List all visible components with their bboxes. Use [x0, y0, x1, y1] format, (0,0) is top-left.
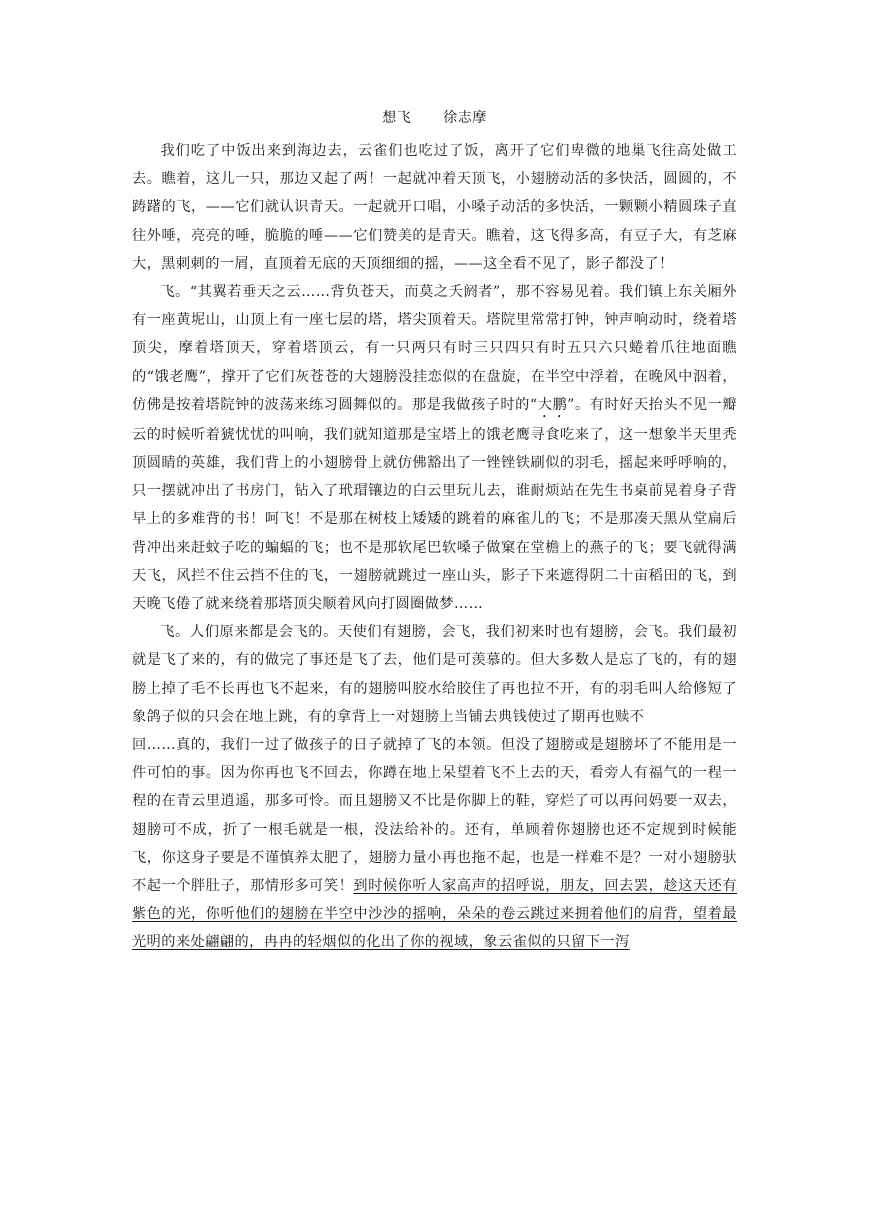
- document-title: [132, 108, 737, 128]
- underlined-passage: 到时候你听人家高声的招呼说，朋友，回去罢，趁这天还有紫色的光，你听他们的翅膀在半空中沙沙的摇响，朵朵的卷云跳过来拥着他们的肩背，望着最光明的来处翩翩的，冉冉的轻烟似的化出了你的视域，象云雀似的只留下一泻: [132, 878, 737, 951]
- paragraph-3-text-second: 回……真的，我们一过了做孩子的日子就掉了飞的本领。但没了翅膀或是翅膀坏了不能用是一件可怕的事。因为你再也飞不回去，你蹲在地上呆望着飞不上去的天，看旁人有福气的一程一程的在青云里逍遥，那多可怜。而且翅膀又不比是你脚上的鞋，穿烂了可以再问妈要一双去，翅膀可不成，折了一根毛就是一根，没法给补的。还有，单顾着你翅膀也还不定规到时候能飞，你这身子要是不谨慎养太肥了，翅膀力量小再也拖不起，也是一样难不是？一对小翅膀驮不起一个胖肚子，那情形多可笑！: [132, 737, 737, 895]
- paragraph-2-text-before: 飞。“其翼若垂天之云……背负苍天，而莫之夭阏者”，那不容易见着。我们镇上东关厢外有一座黄坭山，山顶上有一座七层的塔，塔尖顶着天。塔院里常常打钟，钟声响动时，绕着塔顶尖，摩着塔顶天，穿着塔顶云，有一只两只有时三只四只有时五只六只蜷着爪往地面瞧的“饿老鹰”，撑开了它们灰苍苍的大翅膀没挂恋似的在盘旋，在半空中浮着，在晚风中泅着，仿佛是按着塔院钟的波荡来练习圆舞似的。那是我做孩子时的: [132, 284, 737, 413]
- paragraph-3-text-first: 飞。人们原来都是会飞的。天使们有翅膀，会飞，我们初来时也有翅膀，会飞。我们最初就是飞了来的，有的做完了事还是飞了去，他们是可羡慕的。但大多数人是忘了飞的，有的翅膀上掉了毛不长再也飞不起来，有的翅膀叫胶水给胶住了再也拉不开，有的羽毛叫人给修短了象鸽子似的只会在地上跳，有的拿背上一对翅膀上当铺去典钱使过了期再也赎不: [132, 624, 737, 725]
- paragraph-3: [132, 618, 737, 731]
- emphasis-dapeng: “大鹏”: [529, 396, 575, 413]
- paragraph-3-continued: [132, 731, 737, 957]
- paragraph-1: [132, 137, 737, 278]
- paragraph-2-text-after: 。有时好天抬头不见一瓣云的时候听着猇忧忧的叫响，我们就知道那是宝塔上的饿老鹰寻食吃来了，这一想象半天里秃顶圆睛的英雄，我们背上的小翅膀骨上就仿佛豁出了一锉锉铁刷似的羽毛，摇起来呼呼响的，只一摆就冲出了书房门，钻入了玳瑁镶边的白云里玩儿去，谁耐烦站在先生书桌前晃着身子背早上的多难背的书！呵飞！不是那在树枝上矮矮的跳着的麻雀儿的飞；不是那凑天黑从堂扁后背冲出来赶蚊子吃的蝙蝠的飞；也不是那软尾巴软嗓子做窠在堂檐上的燕子的飞；要飞就得满天飞，风拦不住云挡不住的飞，一翅膀就跳过一座山头，影子下来遮得阴二十亩稻田的飞，到天晚飞倦了就来绕着那塔顶尖顺着风向打圆圈做梦……: [132, 396, 737, 613]
- author-name: 徐志摩: [443, 110, 487, 126]
- paragraph-1-text: 我们吃了中饭出来到海边去，云雀们也吃过了饭，离开了它们卑微的地巢飞往高处做工去。瞧着，这儿一只，那边又起了两！一起就冲着天顶飞，小翅膀动活的多快活，圆圆的，不踌躇的飞，——它们就认识青天。一起就开口唱，小嗓子动活的多快活，一颗颗小精圆珠子直往外唾，亮亮的唾，脆脆的唾——它们赞美的是青天。瞧着，这飞得多高，有豆子大，有芝麻大，黑刺刺的一屑，直顶着无底的天顶细细的摇，——这全看不见了，影子都没了！: [132, 143, 737, 272]
- paragraph-2: [132, 278, 737, 618]
- title-text: 想飞: [382, 110, 412, 126]
